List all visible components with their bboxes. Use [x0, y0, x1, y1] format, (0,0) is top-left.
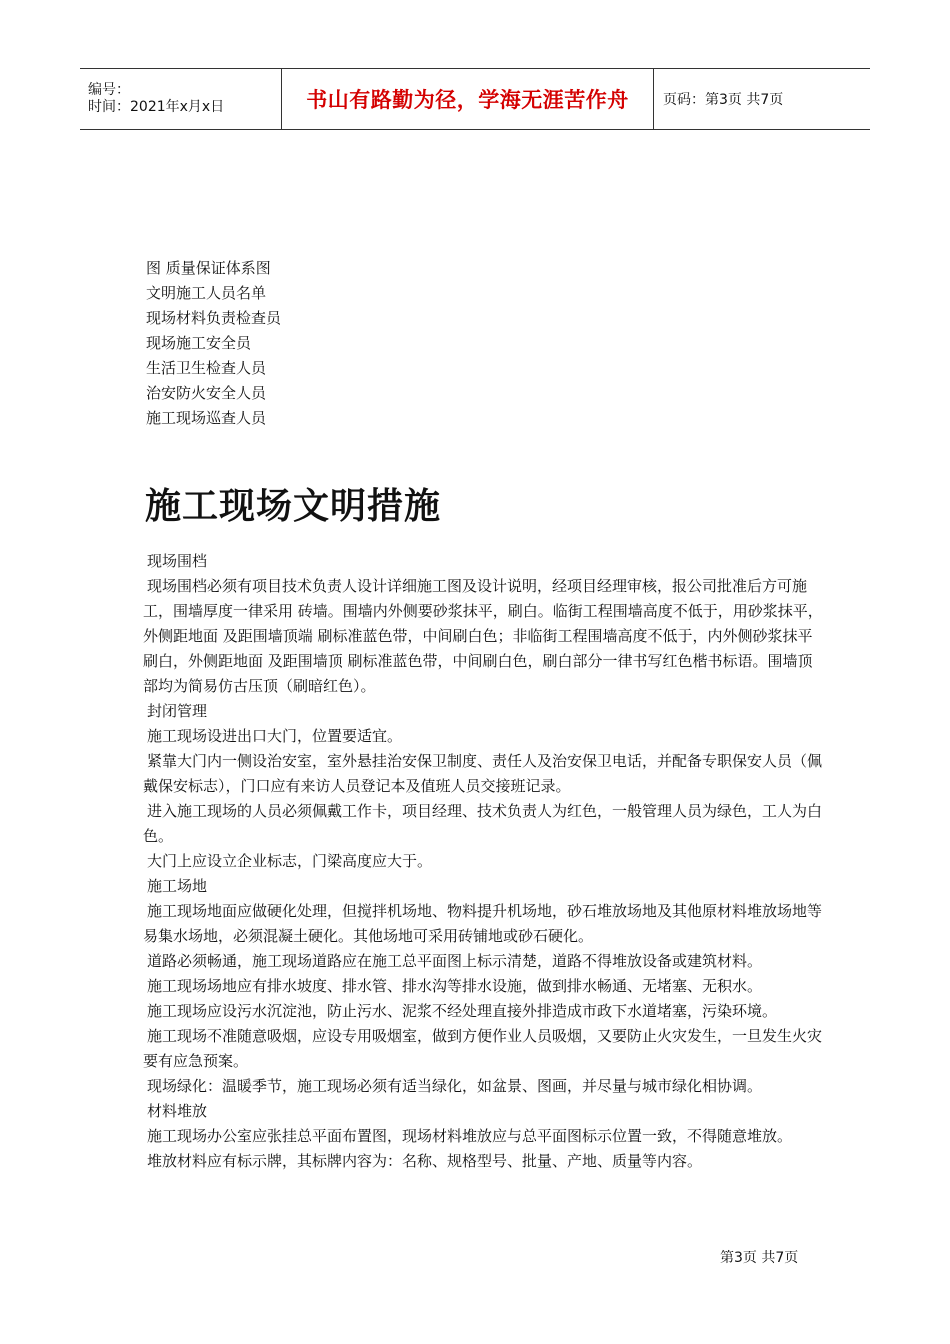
paragraph: 施工现场办公室应张挂总平面布置图，现场材料堆放应与总平面图标示位置一致，不得随意堆放。 — [147, 1127, 793, 1145]
subheading: 现场围档 — [147, 552, 208, 570]
paragraph: 施工现场场地应有排水坡度、排水管、排水沟等排水设施，做到排水畅通、无堵塞、无积水。 — [147, 977, 763, 995]
paragraph: 紧靠大门内一侧设治安室，室外悬挂治安保卫制度、责任人及治安保卫电话，并配备专职保安人员（佩戴保安标志），门口应有来访人员登记本及值班人员交接班记录。 — [143, 752, 823, 795]
list-item: 图 质量保证体系图 — [146, 259, 271, 277]
list-item: 现场施工安全员 — [146, 334, 252, 352]
section-title: 施工现场文明措施 — [145, 486, 442, 527]
paragraph: 现场绿化：温暖季节，施工现场必须有适当绿化，如盆景、图画，并尽量与城市绿化相协调。 — [147, 1077, 763, 1095]
paragraph: 大门上应设立企业标志，门梁高度应大于。 — [147, 852, 433, 870]
body-text — [143, 549, 823, 1174]
page-code: 页码：第3页 共7页 — [663, 92, 784, 108]
personnel-list — [146, 256, 281, 431]
subheading: 封闭管理 — [147, 702, 208, 720]
header-page-code-cell — [654, 69, 870, 129]
list-item: 治安防火安全人员 — [146, 384, 267, 402]
subheading: 材料堆放 — [147, 1102, 208, 1120]
list-item: 文明施工人员名单 — [146, 284, 267, 302]
paragraph: 进入施工现场的人员必须佩戴工作卡，项目经理、技术负责人为红色，一般管理人员为绿色，工人为白色。 — [143, 802, 823, 845]
page-header — [80, 68, 870, 130]
paragraph: 施工现场地面应做硬化处理，但搅拌机场地、物料提升机场地，砂石堆放场地及其他原材料堆放场地等易集水场地，必须混凝土硬化。其他场地可采用砖铺地或砂石硬化。 — [143, 902, 823, 945]
list-item: 施工现场巡查人员 — [146, 409, 267, 427]
paragraph: 堆放材料应有标示牌，其标牌内容为：名称、规格型号、批量、产地、质量等内容。 — [147, 1152, 703, 1170]
header-motto-cell — [281, 69, 654, 129]
list-item: 现场材料负责检查员 — [146, 309, 282, 327]
paragraph: 现场围档必须有项目技术负责人设计详细施工图及设计说明，经项目经理审核，报公司批准后方可施工，围墙厚度一律采用 砖墙。围墙内外侧要砂浆抹平，刷白。临街工程围墙高度不低于，用砂浆抹平，外侧距地面 及距围墙顶端 刷标准蓝色带，中间刷白色；非临街工程围墙高度不低于，内外侧砂浆抹平刷白，外侧距地面 及距围墙顶 刷标准蓝色带，中间刷白色，刷白部分一律书写红色楷书标语。围墙顶部均为简易仿古压顶（刷暗红色）。 — [143, 577, 823, 695]
paragraph: 施工现场不准随意吸烟，应设专用吸烟室，做到方便作业人员吸烟，又要防止火灾发生，一旦发生火灾要有应急预案。 — [143, 1027, 823, 1070]
time-label: 时间：2021年x月x日 — [88, 99, 225, 115]
subheading: 施工场地 — [147, 877, 208, 895]
paragraph: 道路必须畅通，施工现场道路应在施工总平面图上标示清楚，道路不得堆放设备或建筑材料。 — [147, 952, 763, 970]
page-footer: 第3页 共7页 — [720, 1250, 799, 1266]
list-item: 生活卫生检查人员 — [146, 359, 267, 377]
paragraph: 施工现场设进出口大门，位置要适宜。 — [147, 727, 403, 745]
motto: 书山有路勤为径，学海无涯苦作舟 — [306, 88, 629, 112]
number-label: 编号： — [88, 82, 130, 98]
paragraph: 施工现场应设污水沉淀池，防止污水、泥浆不经处理直接外排造成市政下水道堵塞，污染环境。 — [147, 1002, 778, 1020]
header-meta — [80, 69, 281, 129]
